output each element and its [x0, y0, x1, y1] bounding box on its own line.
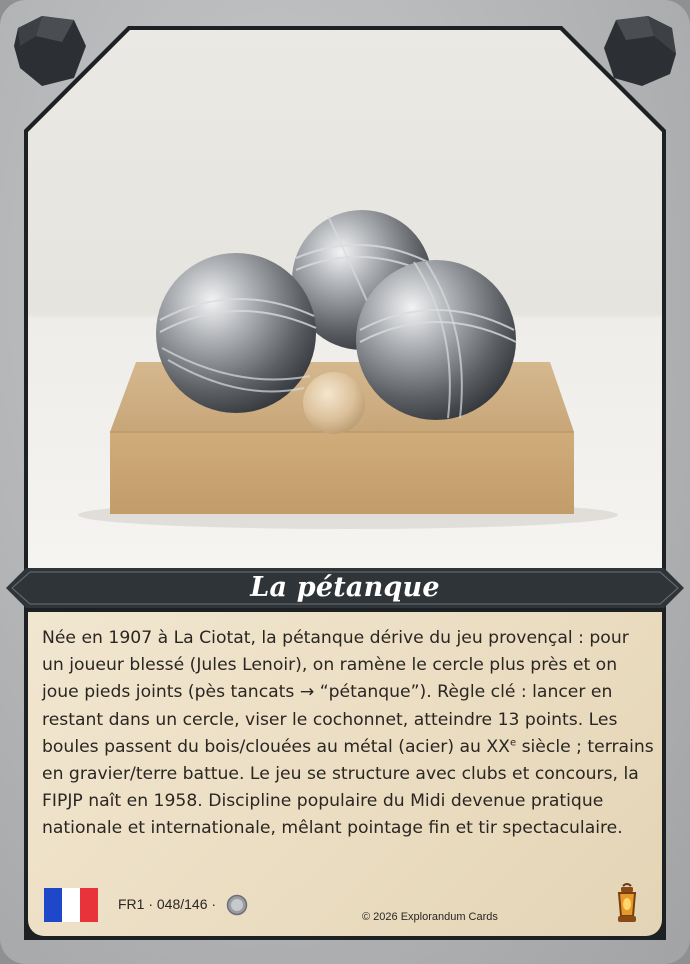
title-banner	[6, 566, 684, 610]
silver-rarity-icon	[226, 894, 248, 916]
card-title: La pétanque	[250, 572, 440, 603]
france-flag-icon	[44, 888, 98, 922]
description-box	[28, 612, 662, 936]
card-description	[42, 625, 654, 843]
corner-gem-icon	[602, 12, 678, 88]
card-illustration	[28, 30, 662, 576]
description-part: Née en 1907 à La Ciotat, la pétanque dérive du jeu provençal : pour un joueur blessé (Jules Lenoir), on ramène le cercle plus près et on joue pieds joints (pès tancats → “pétanque”). Règle clé : lancer en restant dans un cercle, viser le cochonnet, atteindre 13 points. Les boules passent du bois/clouées au métal (acier) au XX	[42, 628, 629, 757]
lantern-icon	[614, 882, 640, 926]
petanque-ball-left	[156, 253, 316, 413]
copyright-text: © 2026 Explorandum Cards	[362, 911, 498, 923]
petanque-ball-right	[356, 260, 516, 420]
corner-gem-icon	[12, 12, 88, 88]
cochonnet-ball	[303, 372, 365, 434]
description-part: siècle ; terrains en gravier/terre battue. Le jeu se structure avec clubs et concours, la FIPJP naît en 1958. Discipline populaire du Midi devenue pratique nationale et internationale, mêlant pointage fin et tir spectaculaire.	[42, 736, 654, 839]
set-code: FR1 · 048/146 ·	[118, 896, 217, 912]
wooden-board-front	[110, 432, 574, 514]
description-superscript: e	[509, 737, 517, 749]
